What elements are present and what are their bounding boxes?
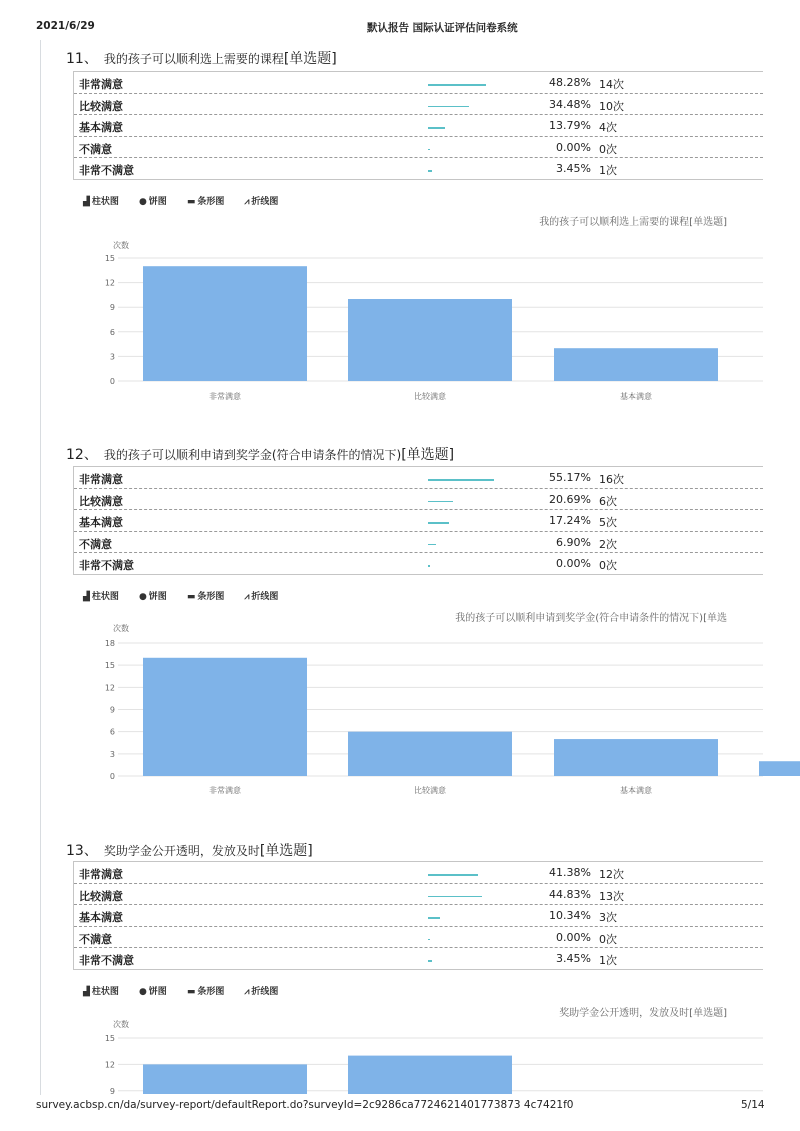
percent-bar	[428, 479, 494, 481]
question-title	[66, 444, 454, 464]
chart-bar[interactable]	[554, 348, 718, 381]
y-tick-label: 15	[104, 661, 115, 671]
table-row	[74, 553, 763, 574]
option-count: 0次	[599, 559, 617, 573]
tab-label: 饼图	[148, 197, 167, 207]
percent-bar	[428, 565, 430, 567]
percent-bar	[428, 106, 469, 108]
tab-label: 折线图	[251, 197, 279, 207]
chart-bar[interactable]	[348, 1056, 512, 1094]
option-percent: 55.17%	[549, 471, 591, 484]
tab-label: 饼图	[148, 987, 167, 997]
bar-chart	[0, 1000, 800, 1094]
line-chart-icon: ⩘	[244, 987, 250, 997]
chart-bar[interactable]	[143, 658, 307, 776]
tab-label: 柱状图	[91, 987, 119, 997]
option-count: 6次	[599, 494, 617, 508]
tab-line-chart[interactable]	[244, 589, 278, 602]
table-row	[74, 115, 763, 137]
table-row	[74, 948, 763, 969]
x-tick-label: 基本满意	[620, 786, 652, 795]
chart-type-tabs	[83, 984, 298, 997]
pie-chart-icon: ●	[138, 592, 147, 602]
percent-bar	[428, 522, 449, 524]
table-row	[74, 467, 763, 489]
tab-label: 柱状图	[91, 197, 119, 207]
option-label: 比较满意	[79, 99, 123, 113]
y-tick-label: 9	[109, 705, 115, 715]
x-tick-label: 非常满意	[209, 786, 241, 795]
line-chart-icon: ⩘	[244, 592, 250, 602]
percent-bar	[428, 960, 432, 962]
option-count: 5次	[599, 516, 617, 530]
option-label: 非常满意	[79, 78, 123, 91]
y-tick-label: 12	[104, 1060, 115, 1070]
x-tick-label: 比较满意	[414, 392, 446, 401]
percent-bar	[428, 544, 436, 546]
y-tick-label: 6	[109, 327, 115, 337]
tab-label: 饼图	[148, 592, 167, 602]
percent-bar	[428, 149, 430, 151]
option-percent: 48.28%	[549, 76, 591, 89]
option-label: 不满意	[79, 537, 112, 551]
option-label: 非常满意	[79, 473, 123, 486]
tab-label: 折线图	[251, 592, 279, 602]
chart-bar[interactable]	[348, 299, 512, 381]
chart-type-tabs	[83, 194, 298, 207]
option-label: 基本满意	[79, 516, 123, 530]
tab-bar-horizontal[interactable]	[187, 194, 225, 207]
question-title	[66, 48, 337, 68]
y-axis-label: 次数	[113, 241, 129, 250]
table-row	[74, 862, 763, 884]
result-table	[73, 466, 763, 575]
table-row	[74, 137, 763, 159]
question-text: 我的孩子可以顺利选上需要的课程	[103, 52, 284, 66]
table-row	[74, 158, 763, 179]
option-label: 非常满意	[79, 868, 123, 881]
option-count: 12次	[599, 868, 624, 881]
option-percent: 20.69%	[549, 492, 591, 506]
tab-bar-chart[interactable]	[83, 194, 119, 207]
question-title	[66, 840, 313, 860]
y-tick-label: 0	[109, 772, 115, 781]
question-type: [单选题]	[283, 51, 337, 67]
tab-bar-horizontal[interactable]	[187, 589, 225, 602]
option-label: 非常不满意	[79, 559, 134, 573]
option-percent: 0.00%	[556, 930, 591, 944]
pie-chart-icon: ●	[138, 987, 147, 997]
percent-bar	[428, 84, 486, 86]
chart-bar[interactable]	[143, 1064, 307, 1094]
y-tick-label: 3	[109, 749, 115, 759]
percent-bar	[428, 874, 478, 876]
y-tick-label: 0	[109, 377, 115, 386]
question-text: 我的孩子可以顺利申请到奖学金(符合申请条件的情况下)	[103, 448, 402, 462]
option-percent: 41.38%	[549, 866, 591, 879]
option-percent: 3.45%	[556, 162, 591, 176]
chart-bar[interactable]	[554, 739, 718, 776]
option-label: 不满意	[79, 142, 112, 156]
option-label: 比较满意	[79, 889, 123, 903]
tab-pie-chart[interactable]	[139, 194, 167, 207]
bar-chart	[0, 606, 800, 806]
result-table	[73, 71, 763, 180]
x-tick-label: 比较满意	[414, 786, 446, 795]
option-percent: 0.00%	[556, 557, 591, 571]
option-percent: 13.79%	[549, 119, 591, 133]
option-count: 10次	[599, 99, 624, 113]
option-percent: 3.45%	[556, 952, 591, 966]
question-type: [单选题]	[401, 447, 455, 463]
table-row	[74, 532, 763, 554]
y-tick-label: 6	[109, 727, 115, 737]
bar-horizontal-icon: ▬	[186, 987, 196, 997]
margin-rule	[40, 40, 41, 1095]
bar-chart-icon: ▟	[83, 987, 90, 997]
tab-pie-chart[interactable]	[139, 984, 167, 997]
percent-bar	[428, 170, 432, 172]
bar-horizontal-icon: ▬	[186, 592, 196, 602]
option-count: 14次	[599, 78, 624, 91]
option-percent: 34.48%	[549, 97, 591, 111]
tab-label: 条形图	[197, 197, 225, 207]
option-count: 16次	[599, 473, 624, 486]
tab-label: 折线图	[251, 987, 279, 997]
bar-chart-icon: ▟	[83, 592, 90, 602]
table-row	[74, 510, 763, 532]
page-footer-url: survey.acbsp.cn/da/survey-report/defaultReport.do?surveyId=2c9286ca7724621401773873 4c7421f0	[36, 1099, 574, 1111]
y-axis-label: 次数	[113, 624, 129, 633]
tab-bar-chart[interactable]	[83, 589, 119, 602]
tab-pie-chart[interactable]	[139, 589, 167, 602]
page-footer-page-number: 5/14	[741, 1099, 765, 1111]
option-count: 1次	[599, 954, 617, 968]
chart-bar[interactable]	[143, 266, 307, 381]
table-row	[74, 927, 763, 949]
y-tick-label: 9	[109, 1086, 115, 1094]
x-tick-label: 基本满意	[620, 392, 652, 401]
y-axis-label: 次数	[113, 1020, 129, 1029]
question-number: 11、	[66, 51, 98, 67]
option-label: 基本满意	[79, 121, 123, 135]
option-count: 3次	[599, 911, 617, 925]
percent-bar	[428, 939, 430, 941]
y-tick-label: 12	[104, 683, 115, 693]
option-count: 4次	[599, 121, 617, 135]
option-percent: 6.90%	[556, 535, 591, 549]
chart-title: 奖助学金公开透明，发放及时[单选题]	[559, 1008, 727, 1019]
percent-bar	[428, 896, 482, 898]
tab-bar-chart[interactable]	[83, 984, 119, 997]
option-percent: 10.34%	[549, 909, 591, 923]
result-table	[73, 861, 763, 970]
option-label: 比较满意	[79, 494, 123, 508]
option-count: 0次	[599, 142, 617, 156]
bar-chart	[0, 210, 800, 410]
table-row	[74, 72, 763, 94]
option-label: 基本满意	[79, 911, 123, 925]
chart-title: 我的孩子可以顺利申请到奖学金(符合申请条件的情况下)[单选	[455, 613, 727, 624]
question-number: 13、	[66, 843, 98, 859]
table-row	[74, 905, 763, 927]
table-row	[74, 489, 763, 511]
question-text: 奖助学金公开透明，发放及时	[103, 844, 260, 858]
tab-line-chart[interactable]	[244, 194, 278, 207]
tab-bar-horizontal[interactable]	[187, 984, 225, 997]
y-tick-label: 12	[104, 278, 115, 288]
option-label: 非常不满意	[79, 954, 134, 968]
question-number: 12、	[66, 447, 98, 463]
chart-title: 我的孩子可以顺利选上需要的课程[单选题]	[539, 217, 727, 228]
percent-bar	[428, 501, 453, 503]
option-label: 非常不满意	[79, 164, 134, 178]
bar-horizontal-icon: ▬	[186, 197, 196, 207]
question-type: [单选题]	[259, 843, 313, 859]
y-tick-label: 3	[109, 352, 115, 362]
line-chart-icon: ⩘	[244, 197, 250, 207]
option-label: 不满意	[79, 932, 112, 946]
option-count: 13次	[599, 889, 624, 903]
pie-chart-icon: ●	[138, 197, 147, 207]
chart-svg	[0, 210, 800, 410]
chart-svg	[0, 1000, 800, 1094]
option-count: 1次	[599, 164, 617, 178]
tab-line-chart[interactable]	[244, 984, 278, 997]
y-tick-label: 15	[104, 1034, 115, 1043]
percent-bar	[428, 127, 445, 129]
option-count: 0次	[599, 932, 617, 946]
chart-bar[interactable]	[759, 761, 800, 776]
chart-bar[interactable]	[348, 732, 512, 776]
option-percent: 0.00%	[556, 140, 591, 154]
chart-svg	[0, 606, 800, 806]
y-tick-label: 9	[109, 303, 115, 313]
y-tick-label: 15	[104, 254, 115, 263]
y-tick-label: 18	[104, 639, 115, 648]
tab-label: 条形图	[197, 592, 225, 602]
option-count: 2次	[599, 537, 617, 551]
option-percent: 44.83%	[549, 887, 591, 901]
x-tick-label: 非常满意	[209, 392, 241, 401]
page-header-title: 默认报告 国际认证评估问卷系统	[367, 22, 518, 34]
bar-chart-icon: ▟	[83, 197, 90, 207]
table-row	[74, 884, 763, 906]
tab-label: 条形图	[197, 987, 225, 997]
percent-bar	[428, 917, 440, 919]
page-header-date: 2021/6/29	[36, 20, 95, 32]
option-percent: 17.24%	[549, 514, 591, 528]
table-row	[74, 94, 763, 116]
chart-type-tabs	[83, 589, 298, 602]
tab-label: 柱状图	[91, 592, 119, 602]
